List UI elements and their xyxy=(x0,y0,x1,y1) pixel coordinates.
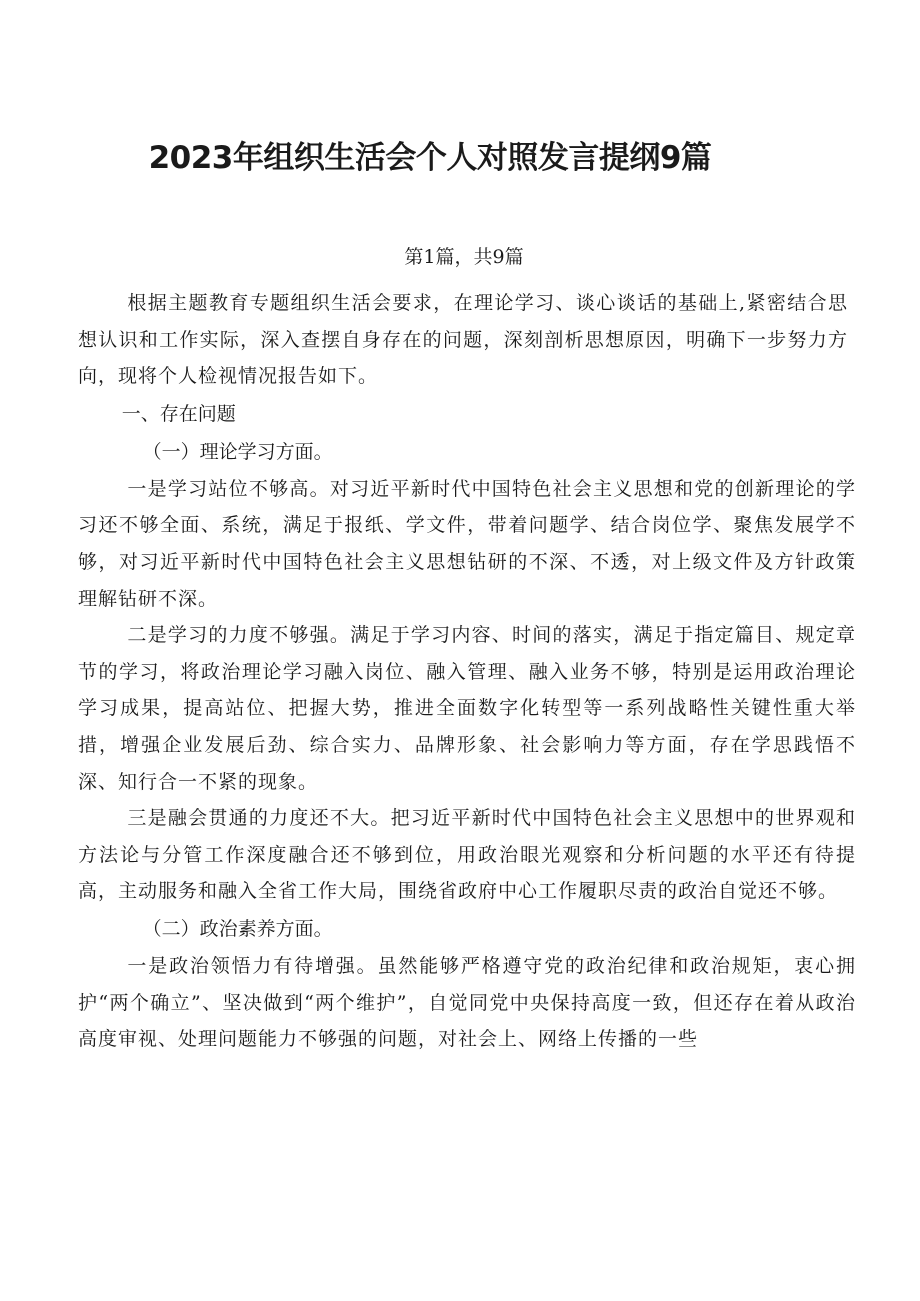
paragraph-theory-1: 一是学习站位不够高。对习近平新时代中国特色社会主义思想和党的创新理论的学习还不够全面、系统，满足于报纸、学文件，带着问题学、结合岗位学、聚焦发展学不够，对习近平新时代中国特色社会主义思想钻研的不深、不透，对上级文件及方针政策理解钻研不深。 xyxy=(78,477,856,610)
subsection-heading-politics: （二）政治素养方面。 xyxy=(142,917,333,940)
paragraph-theory-2: 二是学习的力度不够强。满足于学习内容、时间的落实，满足于指定篇目、规定章节的学习，将政治理论学习融入岗位、融入管理、融入业务不够，特别是运用政治理论学习成果，提高站位、把握大势，推进全面数字化转型等一系列战略性关键性重大举措，增强企业发展后劲、综合实力、品牌形象、社会影响力等方面，存在学思践悟不深、知行合一不紧的现象。 xyxy=(78,624,856,793)
document-subtitle: 第1篇，共9篇 xyxy=(404,246,524,268)
paragraph-theory-3: 三是融会贯通的力度还不大。把习近平新时代中国特色社会主义思想中的世界观和方法论与分管工作深度融合还不够到位，用政治眼光观察和分析问题的水平还有待提高，主动服务和融入全省工作大局，围绕省政府中心工作履职尽责的政治自觉还不够。 xyxy=(78,807,856,903)
document-title: 2023年组织生活会个人对照发言提纲9篇 xyxy=(148,140,712,176)
document-body xyxy=(78,285,856,1058)
paragraph-politics-1: 一是政治领悟力有待增强。虽然能够严格遵守党的政治纪律和政治规矩，衷心拥护“两个确立”、坚决做到“两个维护”，自觉同党中央保持高度一致，但还存在着从政治高度审视、处理问题能力不够强的问题，对社会上、网络上传播的一些 xyxy=(78,954,856,1051)
section-heading: 一、存在问题 xyxy=(121,402,236,425)
subsection-heading-theory: （一）理论学习方面。 xyxy=(142,440,333,463)
intro-paragraph: 根据主题教育专题组织生活会要求，在理论学习、谈心谈话的基础上,紧密结合思想认识和工作实际，深入查摆自身存在的问题，深刻剖析思想原因，明确下一步努力方向，现将个人检视情况报告如下。 xyxy=(78,292,848,388)
